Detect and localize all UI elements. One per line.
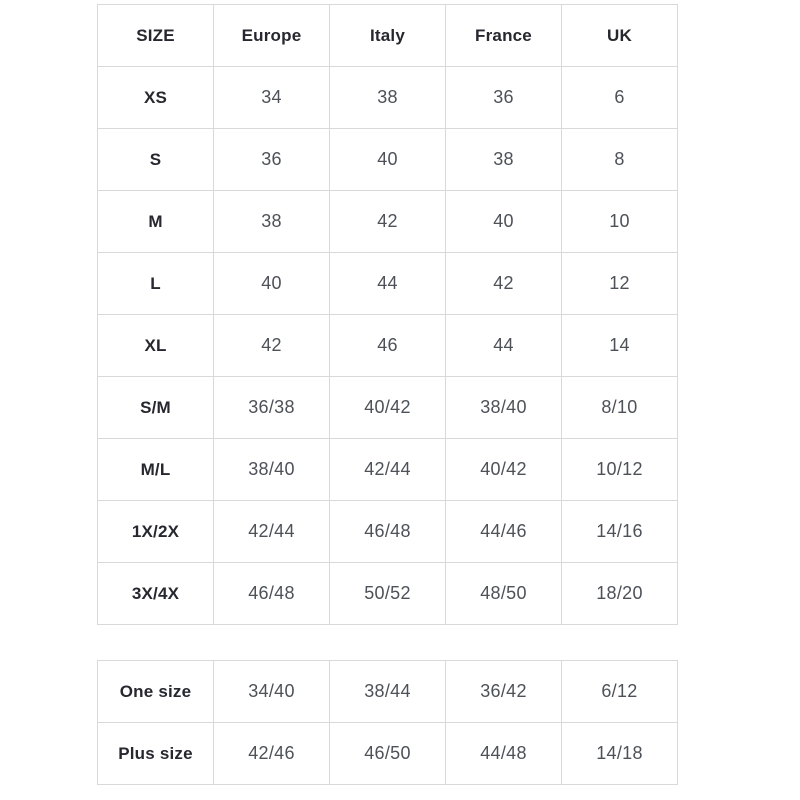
table-cell: 36/38 <box>214 377 330 439</box>
table-cell: 34/40 <box>214 661 330 723</box>
table-row-plus-size <box>98 723 678 785</box>
table-cell: 42/46 <box>214 723 330 785</box>
table-cell: 46/50 <box>330 723 446 785</box>
table-cell: 40 <box>214 253 330 315</box>
row-label: 1X/2X <box>98 501 214 563</box>
table-cell: 36 <box>446 67 562 129</box>
table-cell: 42 <box>214 315 330 377</box>
table-cell: 38/40 <box>446 377 562 439</box>
table-cell: 14/16 <box>562 501 678 563</box>
table-cell: 10 <box>562 191 678 253</box>
column-header-italy: Italy <box>330 5 446 67</box>
table-cell: 10/12 <box>562 439 678 501</box>
table-cell: 38/40 <box>214 439 330 501</box>
special-sizes-table <box>97 660 678 785</box>
table-row-xs <box>98 67 678 129</box>
row-label: One size <box>98 661 214 723</box>
row-label: XL <box>98 315 214 377</box>
table-cell: 38 <box>446 129 562 191</box>
row-label: M <box>98 191 214 253</box>
row-label: 3X/4X <box>98 563 214 625</box>
row-label: M/L <box>98 439 214 501</box>
column-header-uk: UK <box>562 5 678 67</box>
table-cell: 36 <box>214 129 330 191</box>
table-cell: 18/20 <box>562 563 678 625</box>
table-cell: 48/50 <box>446 563 562 625</box>
table-cell: 42 <box>330 191 446 253</box>
table-row-l <box>98 253 678 315</box>
table-cell: 8 <box>562 129 678 191</box>
row-label: XS <box>98 67 214 129</box>
table-row-1x2x <box>98 501 678 563</box>
table-cell: 44/46 <box>446 501 562 563</box>
table-cell: 12 <box>562 253 678 315</box>
table-cell: 50/52 <box>330 563 446 625</box>
table-cell: 6 <box>562 67 678 129</box>
table-cell: 46/48 <box>214 563 330 625</box>
table-cell: 46 <box>330 315 446 377</box>
table-cell: 44 <box>330 253 446 315</box>
row-label: S <box>98 129 214 191</box>
table-cell: 6/12 <box>562 661 678 723</box>
table-cell: 14/18 <box>562 723 678 785</box>
table-cell: 40 <box>446 191 562 253</box>
table-cell: 44/48 <box>446 723 562 785</box>
table-row-ml <box>98 439 678 501</box>
column-header-size: SIZE <box>98 5 214 67</box>
table-cell: 40/42 <box>446 439 562 501</box>
table-row-s <box>98 129 678 191</box>
table-cell: 40/42 <box>330 377 446 439</box>
table-header-row <box>98 5 678 67</box>
table-cell: 42/44 <box>330 439 446 501</box>
table-row-one-size <box>98 661 678 723</box>
table-cell: 38 <box>214 191 330 253</box>
column-header-france: France <box>446 5 562 67</box>
row-label: L <box>98 253 214 315</box>
table-cell: 34 <box>214 67 330 129</box>
table-cell: 40 <box>330 129 446 191</box>
table-row-m <box>98 191 678 253</box>
table-cell: 46/48 <box>330 501 446 563</box>
table-cell: 42 <box>446 253 562 315</box>
table-cell: 36/42 <box>446 661 562 723</box>
table-cell: 38 <box>330 67 446 129</box>
table-cell: 8/10 <box>562 377 678 439</box>
table-cell: 42/44 <box>214 501 330 563</box>
table-cell: 14 <box>562 315 678 377</box>
table-row-3x4x <box>98 563 678 625</box>
table-cell: 38/44 <box>330 661 446 723</box>
size-conversion-table <box>97 4 678 625</box>
table-row-xl <box>98 315 678 377</box>
column-header-europe: Europe <box>214 5 330 67</box>
table-row-sm <box>98 377 678 439</box>
table-cell: 44 <box>446 315 562 377</box>
row-label: Plus size <box>98 723 214 785</box>
row-label: S/M <box>98 377 214 439</box>
